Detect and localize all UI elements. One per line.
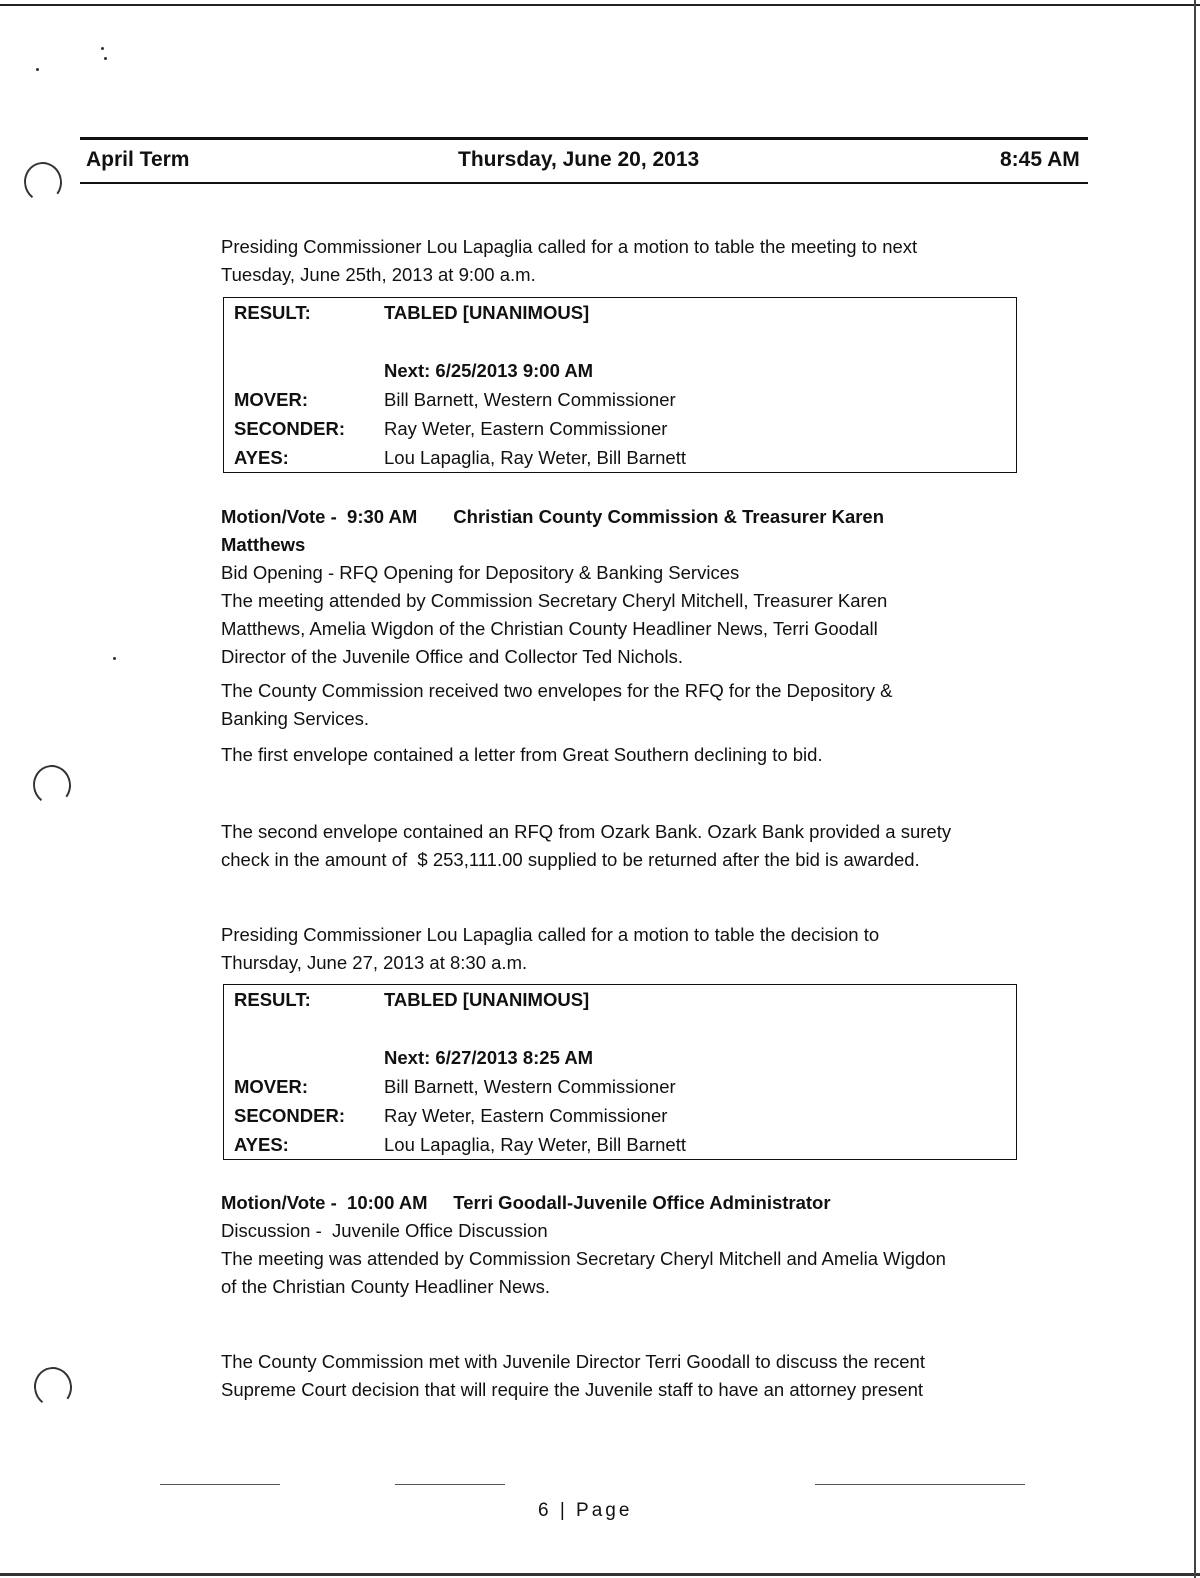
scan-speck: [113, 657, 116, 660]
vote-result-box: [223, 297, 1017, 473]
paragraph-line: Presiding Commissioner Lou Lapaglia called for a motion to table the decision to: [221, 924, 880, 945]
header-rule-bottom: [80, 182, 1088, 184]
ayes-label: AYES:: [234, 447, 289, 468]
result-value: TABLED [UNANIMOUS]: [384, 302, 590, 323]
punch-hole-mark: [30, 763, 73, 808]
second-envelope-paragraph: [221, 818, 1021, 874]
vote-row-result: [224, 985, 1016, 1014]
section-heading: Motion/Vote - 9:30 AM Christian County Commission & Treasurer Karen: [221, 506, 885, 527]
scan-speck: [104, 57, 107, 60]
punch-hole-mark: [21, 160, 64, 205]
paragraph-line: Matthews, Amelia Wigdon of the Christian County Headliner News, Terri Goodall: [221, 618, 878, 639]
received-paragraph: [221, 677, 1021, 733]
header-term: April Term: [86, 148, 190, 171]
footer-rule: [395, 1484, 505, 1485]
footer-rule: [160, 1484, 280, 1485]
section-heading: Matthews: [221, 534, 306, 555]
result-label: RESULT:: [234, 989, 311, 1010]
table-decision-paragraph: [221, 921, 1021, 977]
ayes-value: Lou Lapaglia, Ray Weter, Bill Barnett: [384, 447, 686, 468]
paragraph-line: The second envelope contained an RFQ from Ozark Bank. Ozark Bank provided a surety: [221, 821, 952, 842]
next-meeting-value: Next: 6/25/2013 9:00 AM: [384, 360, 594, 381]
vote-row-ayes: [224, 1130, 1016, 1159]
paragraph-line: Supreme Court decision that will require the Juvenile staff to have an attorney present: [221, 1379, 924, 1400]
result-value: TABLED [UNANIMOUS]: [384, 989, 590, 1010]
section-heading: Motion/Vote - 10:00 AM Terri Goodall-Juvenile Office Administrator: [221, 1192, 831, 1213]
paragraph-line: The County Commission met with Juvenile Director Terri Goodall to discuss the recent: [221, 1351, 925, 1372]
header-rule-top: [80, 137, 1088, 140]
vote-row-mover: [224, 385, 1016, 414]
juvenile-section: [221, 1189, 1021, 1301]
page-number: 6 | Page: [538, 1500, 633, 1521]
vote-row-seconder: [224, 1101, 1016, 1130]
seconder-label: SECONDER:: [234, 418, 346, 439]
vote-row-seconder: [224, 414, 1016, 443]
footer-rule: [815, 1484, 1025, 1485]
ayes-label: AYES:: [234, 1134, 289, 1155]
paragraph-line: The first envelope contained a letter from Great Southern declining to bid.: [221, 744, 823, 765]
table-meeting-paragraph: [221, 233, 1021, 289]
vote-result-box: [223, 984, 1017, 1160]
header-date: Thursday, June 20, 2013: [458, 148, 700, 171]
paragraph-line: The County Commission received two envelopes for the RFQ for the Depository &: [221, 680, 893, 701]
mover-value: Bill Barnett, Western Commissioner: [384, 389, 676, 410]
vote-row-ayes: [224, 443, 1016, 472]
seconder-value: Ray Weter, Eastern Commissioner: [384, 1105, 668, 1126]
paragraph-line: Tuesday, June 25th, 2013 at 9:00 a.m.: [221, 264, 536, 285]
scan-speck: [36, 68, 39, 71]
mover-label: MOVER:: [234, 1076, 308, 1097]
vote-row-next: [224, 356, 1016, 385]
scan-border-right: [1194, 0, 1196, 1578]
scan-border-top: [0, 4, 1200, 6]
mover-value: Bill Barnett, Western Commissioner: [384, 1076, 676, 1097]
punch-hole-mark: [31, 1365, 74, 1410]
paragraph-line: of the Christian County Headliner News.: [221, 1276, 551, 1297]
paragraph-line: Bid Opening - RFQ Opening for Depository & Banking Services: [221, 562, 740, 583]
scan-speck: [101, 47, 104, 50]
scan-border-bottom: [0, 1573, 1200, 1576]
juvenile-met-paragraph: [221, 1348, 1021, 1404]
seconder-label: SECONDER:: [234, 1105, 346, 1126]
paragraph-line: Presiding Commissioner Lou Lapaglia called for a motion to table the meeting to next: [221, 236, 918, 257]
vote-row-next: [224, 1043, 1016, 1072]
paragraph-line: check in the amount of $ 253,111.00 supplied to be returned after the bid is awarded.: [221, 849, 920, 870]
paragraph-line: Banking Services.: [221, 708, 370, 729]
paragraph-line: The meeting attended by Commission Secretary Cheryl Mitchell, Treasurer Karen: [221, 590, 888, 611]
header-time: 8:45 AM: [1000, 148, 1080, 171]
first-envelope-paragraph: [221, 741, 1021, 769]
vote-row-blank: [224, 327, 1016, 356]
paragraph-line: Director of the Juvenile Office and Collector Ted Nichols.: [221, 646, 684, 667]
next-meeting-value: Next: 6/27/2013 8:25 AM: [384, 1047, 594, 1068]
seconder-value: Ray Weter, Eastern Commissioner: [384, 418, 668, 439]
ayes-value: Lou Lapaglia, Ray Weter, Bill Barnett: [384, 1134, 686, 1155]
rfq-section: [221, 503, 1021, 671]
paragraph-line: Discussion - Juvenile Office Discussion: [221, 1220, 548, 1241]
paragraph-line: Thursday, June 27, 2013 at 8:30 a.m.: [221, 952, 528, 973]
vote-row-mover: [224, 1072, 1016, 1101]
mover-label: MOVER:: [234, 389, 308, 410]
vote-row-blank: [224, 1014, 1016, 1043]
vote-row-result: [224, 298, 1016, 327]
result-label: RESULT:: [234, 302, 311, 323]
paragraph-line: The meeting was attended by Commission Secretary Cheryl Mitchell and Amelia Wigdon: [221, 1248, 946, 1269]
